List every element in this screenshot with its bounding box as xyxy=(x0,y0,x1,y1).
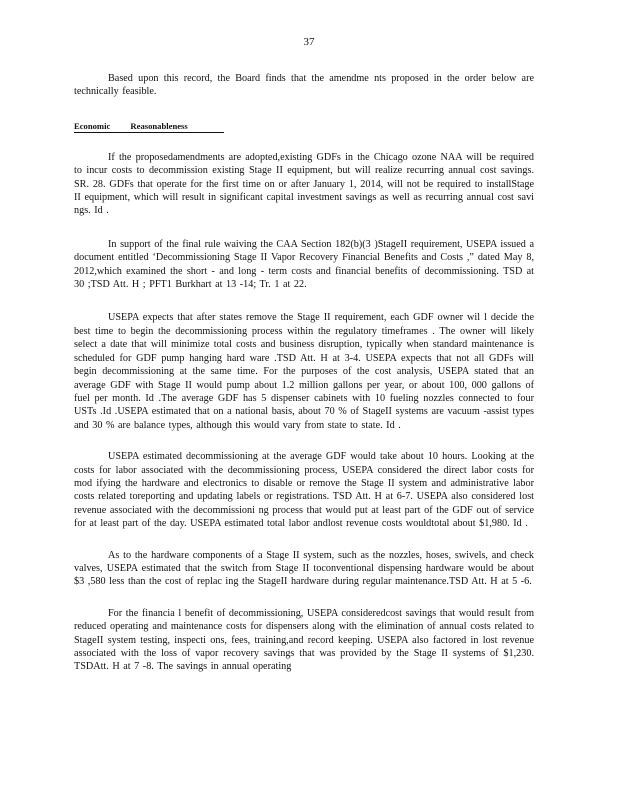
paragraph-usepa-document: In support of the final rule waiving the CAA Section 182(b)(3 )StageII requirement, USEPA issued a document entitled ‘Decommissioning Stage II Vapor Recovery Financial Benefits and Costs ,” dated May 8, 2012,which examined the short - and long - term costs and financial benefits of decommissioning. TSD at 30 ;TSD Att. H ; PFT1 Burkhart at 13 -14; Tr. 1 at 22. xyxy=(74,238,534,291)
section-heading-wrapper xyxy=(74,116,534,134)
paragraph-cost-savings: If the proposedamendments are adopted,existing GDFs in the Chicago ozone NAA will be required to incur costs to decommission existing Stage II equipment, but will realize recurring annual cost savings. SR. 28. GDFs that operate for the first time on or after January 1, 2014, will not be required to installStage II equipment, which will result in significant capital investment savings as well as recurring annual cost savi ngs. Id . xyxy=(74,151,534,217)
paragraph-decommissioning-timing: USEPA expects that after states remove the Stage II requirement, each GDF owner wil l decide the best time to begin the decommissioning process within the regulatory timeframes . The owner will likely select a date that will minimize total costs and business disruption, typically when standard maintenance is scheduled for GDF pump hanging hard ware .TSD Att. H at 3-4. USEPA expects that not all GDFs will begin decommissioning at the same time. For the purposes of the cost analysis, USEPA stated that an average GDF with Stage II would pump about 1.2 million gallons per year, or about 100, 000 gallons of fuel per month. Id .The average GDF has 5 dispenser cabinets with 10 fueling nozzles connected to four USTs .Id .USEPA estimated that on a national basis, about 70 % of StageII systems are vacuum -assist types and 30 % are balance types, although this would vary from state to state. Id . xyxy=(74,312,534,431)
section-heading: Economic Reasonableness xyxy=(74,121,224,133)
paragraph-labor-costs: USEPA estimated decommissioning at the average GDF would take about 10 hours. Looking at the costs for labor associated with the decommissioning process, USEPA considered the direct labor costs for mod ifying the hardware and electronics to disable or remove the Stage II system and administrative labor costs related toreporting and updating labels or registrations. TSD Att. H at 6-7. USEPA also considered lost revenue associated with the decommissioni ng process that would put at least part of the GDF out of service for at least part of the day. USEPA estimated total labor andlost revenue costs wouldtotal about $1,980. Id . xyxy=(74,451,534,530)
body-text xyxy=(74,72,534,674)
paragraph-technical-feasibility-conclusion: Based upon this record, the Board finds that the amendme nts proposed in the order below are technically feasible. xyxy=(74,73,534,98)
paragraph-financial-benefit: For the financia l benefit of decommissioning, USEPA consideredcost savings that would result from reduced operating and maintenance costs for dispensers along with the elimination of annual costs related to StageII system testing, inspecti ons, fees, training,and record keeping. USEPA also factored in lost revenue associated with the loss of vapor recovery savings that was provided by the Stage II systems of $1,230. TSDAtt. H at 7 -8. The savings in annual operating xyxy=(74,607,534,673)
paragraph-hardware-costs: As to the hardware components of a Stage II system, such as the nozzles, hoses, swivels, and check valves, USEPA estimated that the switch from Stage II toconventional dispensing hardware would be about $3 ,580 less than the cost of replac ing the StageII hardware during regular maintenance.TSD Att. H at 5 -6. xyxy=(74,549,534,588)
page-number: 37 xyxy=(303,36,315,48)
